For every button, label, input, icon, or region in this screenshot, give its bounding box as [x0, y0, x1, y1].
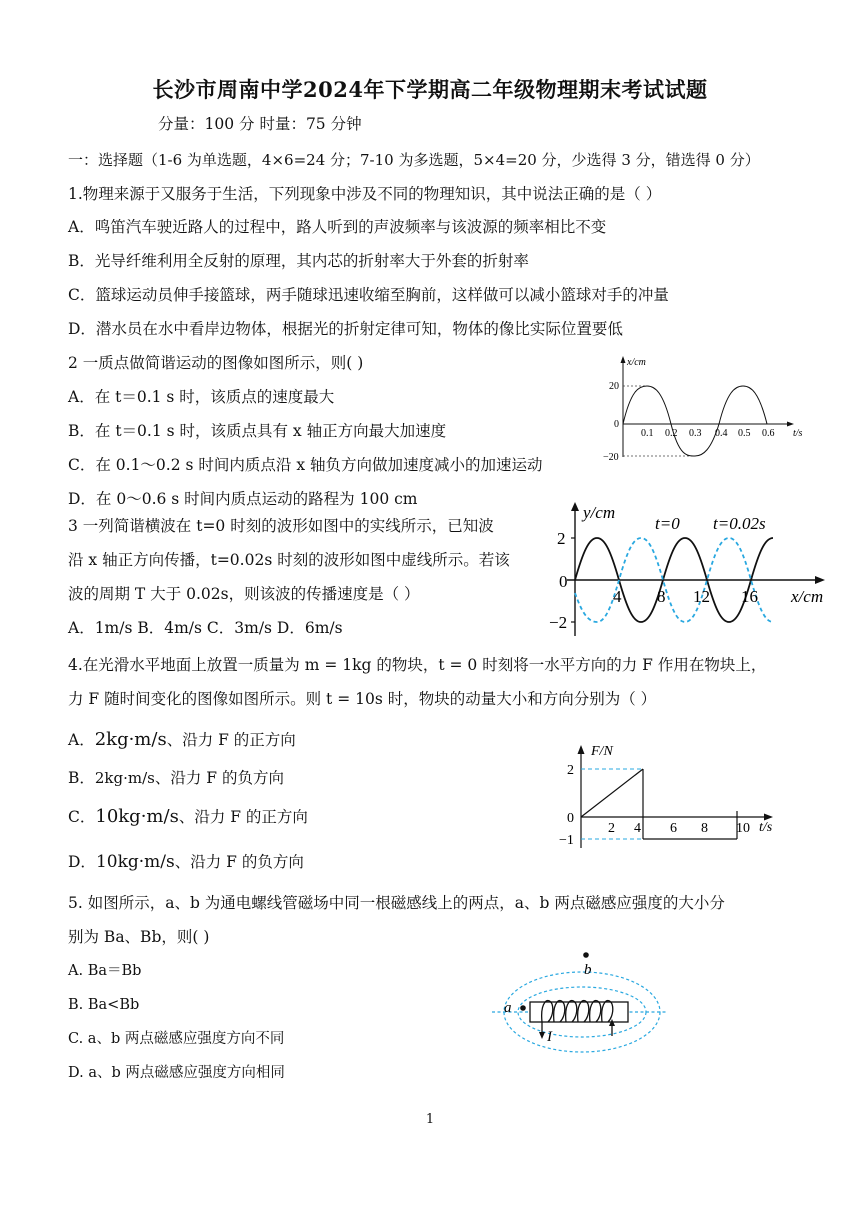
q5-option-c: C. a、b 两点磁感应强度方向不同: [68, 1031, 285, 1047]
q4-option-d-text: 、沿力 F 的负方向: [174, 853, 304, 871]
q2-stem: 2 一质点做简谐运动的图像如图所示，则( ): [68, 354, 364, 372]
q4-option-d: [68, 852, 304, 872]
q4-line1: 4.在光滑水平地面上放置一质量为 m = 1kg 的物块，t = 0 时刻将一水平方向的力 F 作用在物块上，: [68, 656, 767, 674]
q4-option-a-text: 、沿力 F 的正方向: [166, 731, 296, 749]
q5-solenoid-figure: [490, 948, 670, 1058]
q4-option-b-prefix: B．: [68, 769, 95, 787]
q3-xtick: 4: [613, 587, 622, 606]
q4-option-b-value: 2kg·m/s: [94, 769, 155, 787]
q3-origin: 0: [559, 572, 568, 591]
q4-ytick-pos: 2: [567, 763, 574, 778]
q5-label-current: I: [547, 1029, 552, 1045]
q5-label-a: a: [504, 1000, 512, 1016]
q5-option-b: B. Ba<Bb: [68, 997, 140, 1013]
q2-xlabel: t/s: [793, 428, 803, 439]
q2-origin: 0: [614, 419, 619, 430]
q3-ylabel: y/cm: [583, 503, 616, 522]
q4-xtick: 8: [701, 821, 708, 836]
q4-option-b-text: 、沿力 F 的负方向: [154, 769, 284, 787]
q2-graph: [595, 352, 810, 470]
section-heading: 一：选择题（1-6 为单选题，4×6=24 分；7-10 为多选题，5×4=20 分，少选得 3 分，错选得 0 分）: [68, 151, 760, 169]
q5-line1: 5. 如图所示，a、b 为通电螺线管磁场中同一根磁感线上的两点，a、b 两点磁感应强度的大小分: [68, 894, 725, 912]
q4-ylabel: F/N: [591, 744, 613, 759]
score-time-line: 分量：100 分 时量：75 分钟: [158, 115, 362, 133]
q2-xtick: 0.5: [738, 428, 751, 439]
q3-xtick: 8: [657, 587, 666, 606]
q3-wave-graph: [545, 496, 835, 641]
q3-ytick-neg: −2: [549, 613, 568, 632]
q4-force-graph: [555, 740, 795, 870]
q4-xtick: 2: [608, 821, 615, 836]
q2-xtick: 0.3: [689, 428, 702, 439]
q2-option-b: B．在 t＝0.1 s 时，该质点具有 x 轴正方向最大加速度: [68, 422, 447, 440]
q4-option-c-text: 、沿力 F 的正方向: [178, 808, 308, 826]
q2-ylabel: x/cm: [627, 357, 646, 368]
q5-line2: 别为 Ba、Bb，则( ): [68, 928, 210, 946]
q2-option-a: A．在 t＝0.1 s 时，该质点的速度最大: [68, 388, 335, 406]
q4-ytick-neg: −1: [559, 833, 574, 848]
q3-options: A．1m/s B．4m/s C．3m/s D．6m/s: [68, 619, 343, 637]
q5-option-a: A. Ba＝Bb: [68, 963, 142, 979]
q4-option-a: [68, 730, 296, 750]
q4-option-c: [68, 807, 308, 827]
q4-option-c-value: 10kg·m/s: [95, 806, 179, 827]
q3-xtick: 12: [693, 587, 710, 606]
q3-line3: 波的周期 T 大于 0.02s，则该波的传播速度是（ ）: [68, 585, 420, 603]
q1-stem: 1.物理来源于又服务于生活，下列现象中涉及不同的物理知识，其中说法正确的是（ ）: [68, 185, 662, 203]
q2-option-c: C．在 0.1～0.2 s 时间内质点沿 x 轴负方向做加速度减小的加速运动: [68, 456, 543, 474]
q3-label-t002: t=0.02s: [713, 514, 766, 533]
exam-title: 长沙市周南中学2024年下学期高二年级物理期末考试试题: [152, 77, 708, 102]
q3-label-t0: t=0: [655, 514, 680, 533]
q4-xtick: 4: [634, 821, 641, 836]
q1-option-d: D．潜水员在水中看岸边物体，根据光的折射定律可知，物体的像比实际位置要低: [68, 320, 623, 338]
q1-option-c: C．篮球运动员伸手接篮球，两手随球迅速收缩至胸前，这样做可以减小篮球对手的冲量: [68, 286, 669, 304]
q2-xtick: 0.4: [715, 428, 728, 439]
q3-xlabel: x/cm: [791, 587, 824, 606]
q3-ytick-pos: 2: [557, 529, 566, 548]
q4-option-c-prefix: C．: [68, 808, 96, 826]
q1-option-a: A．鸣笛汽车驶近路人的过程中，路人听到的声波频率与该波源的频率相比不变: [68, 218, 607, 236]
q4-xtick: 10: [736, 821, 750, 836]
q4-option-d-prefix: D．: [68, 853, 96, 871]
q2-xtick: 0.6: [762, 428, 775, 439]
q2-ytick-pos: 20: [609, 381, 619, 392]
q5-option-d: D. a、b 两点磁感应强度方向相同: [68, 1065, 285, 1081]
q5-label-b: b: [584, 962, 592, 978]
q1-option-b: B．光导纤维利用全反射的原理，其内芯的折射率大于外套的折射率: [68, 252, 529, 270]
page-number: 1: [425, 1112, 435, 1127]
q4-option-b: [68, 768, 284, 788]
q3-line2: 沿 x 轴正方向传播，t=0.02s 时刻的波形如图中虚线所示。若该: [68, 551, 510, 569]
q4-xtick: 6: [670, 821, 677, 836]
q2-ytick-neg: −20: [603, 452, 619, 463]
q4-option-a-prefix: A．: [68, 731, 95, 749]
q2-xtick: 0.2: [665, 428, 678, 439]
q2-option-d: D．在 0～0.6 s 时间内质点运动的路程为 100 cm: [68, 490, 418, 508]
q4-xlabel: t/s: [759, 820, 773, 835]
q4-origin: 0: [567, 811, 574, 826]
q4-option-a-value: 2kg·m/s: [94, 729, 167, 750]
q2-xtick: 0.1: [641, 428, 654, 439]
q4-line2: 力 F 随时间变化的图像如图所示。则 t = 10s 时，物块的动量大小和方向分别为（ ）: [68, 690, 657, 708]
q3-xtick: 16: [741, 587, 758, 606]
q4-option-d-value: 10kg·m/s: [95, 852, 175, 872]
q3-line1: 3 一列简谐横波在 t=0 时刻的波形如图中的实线所示，已知波: [68, 517, 494, 535]
